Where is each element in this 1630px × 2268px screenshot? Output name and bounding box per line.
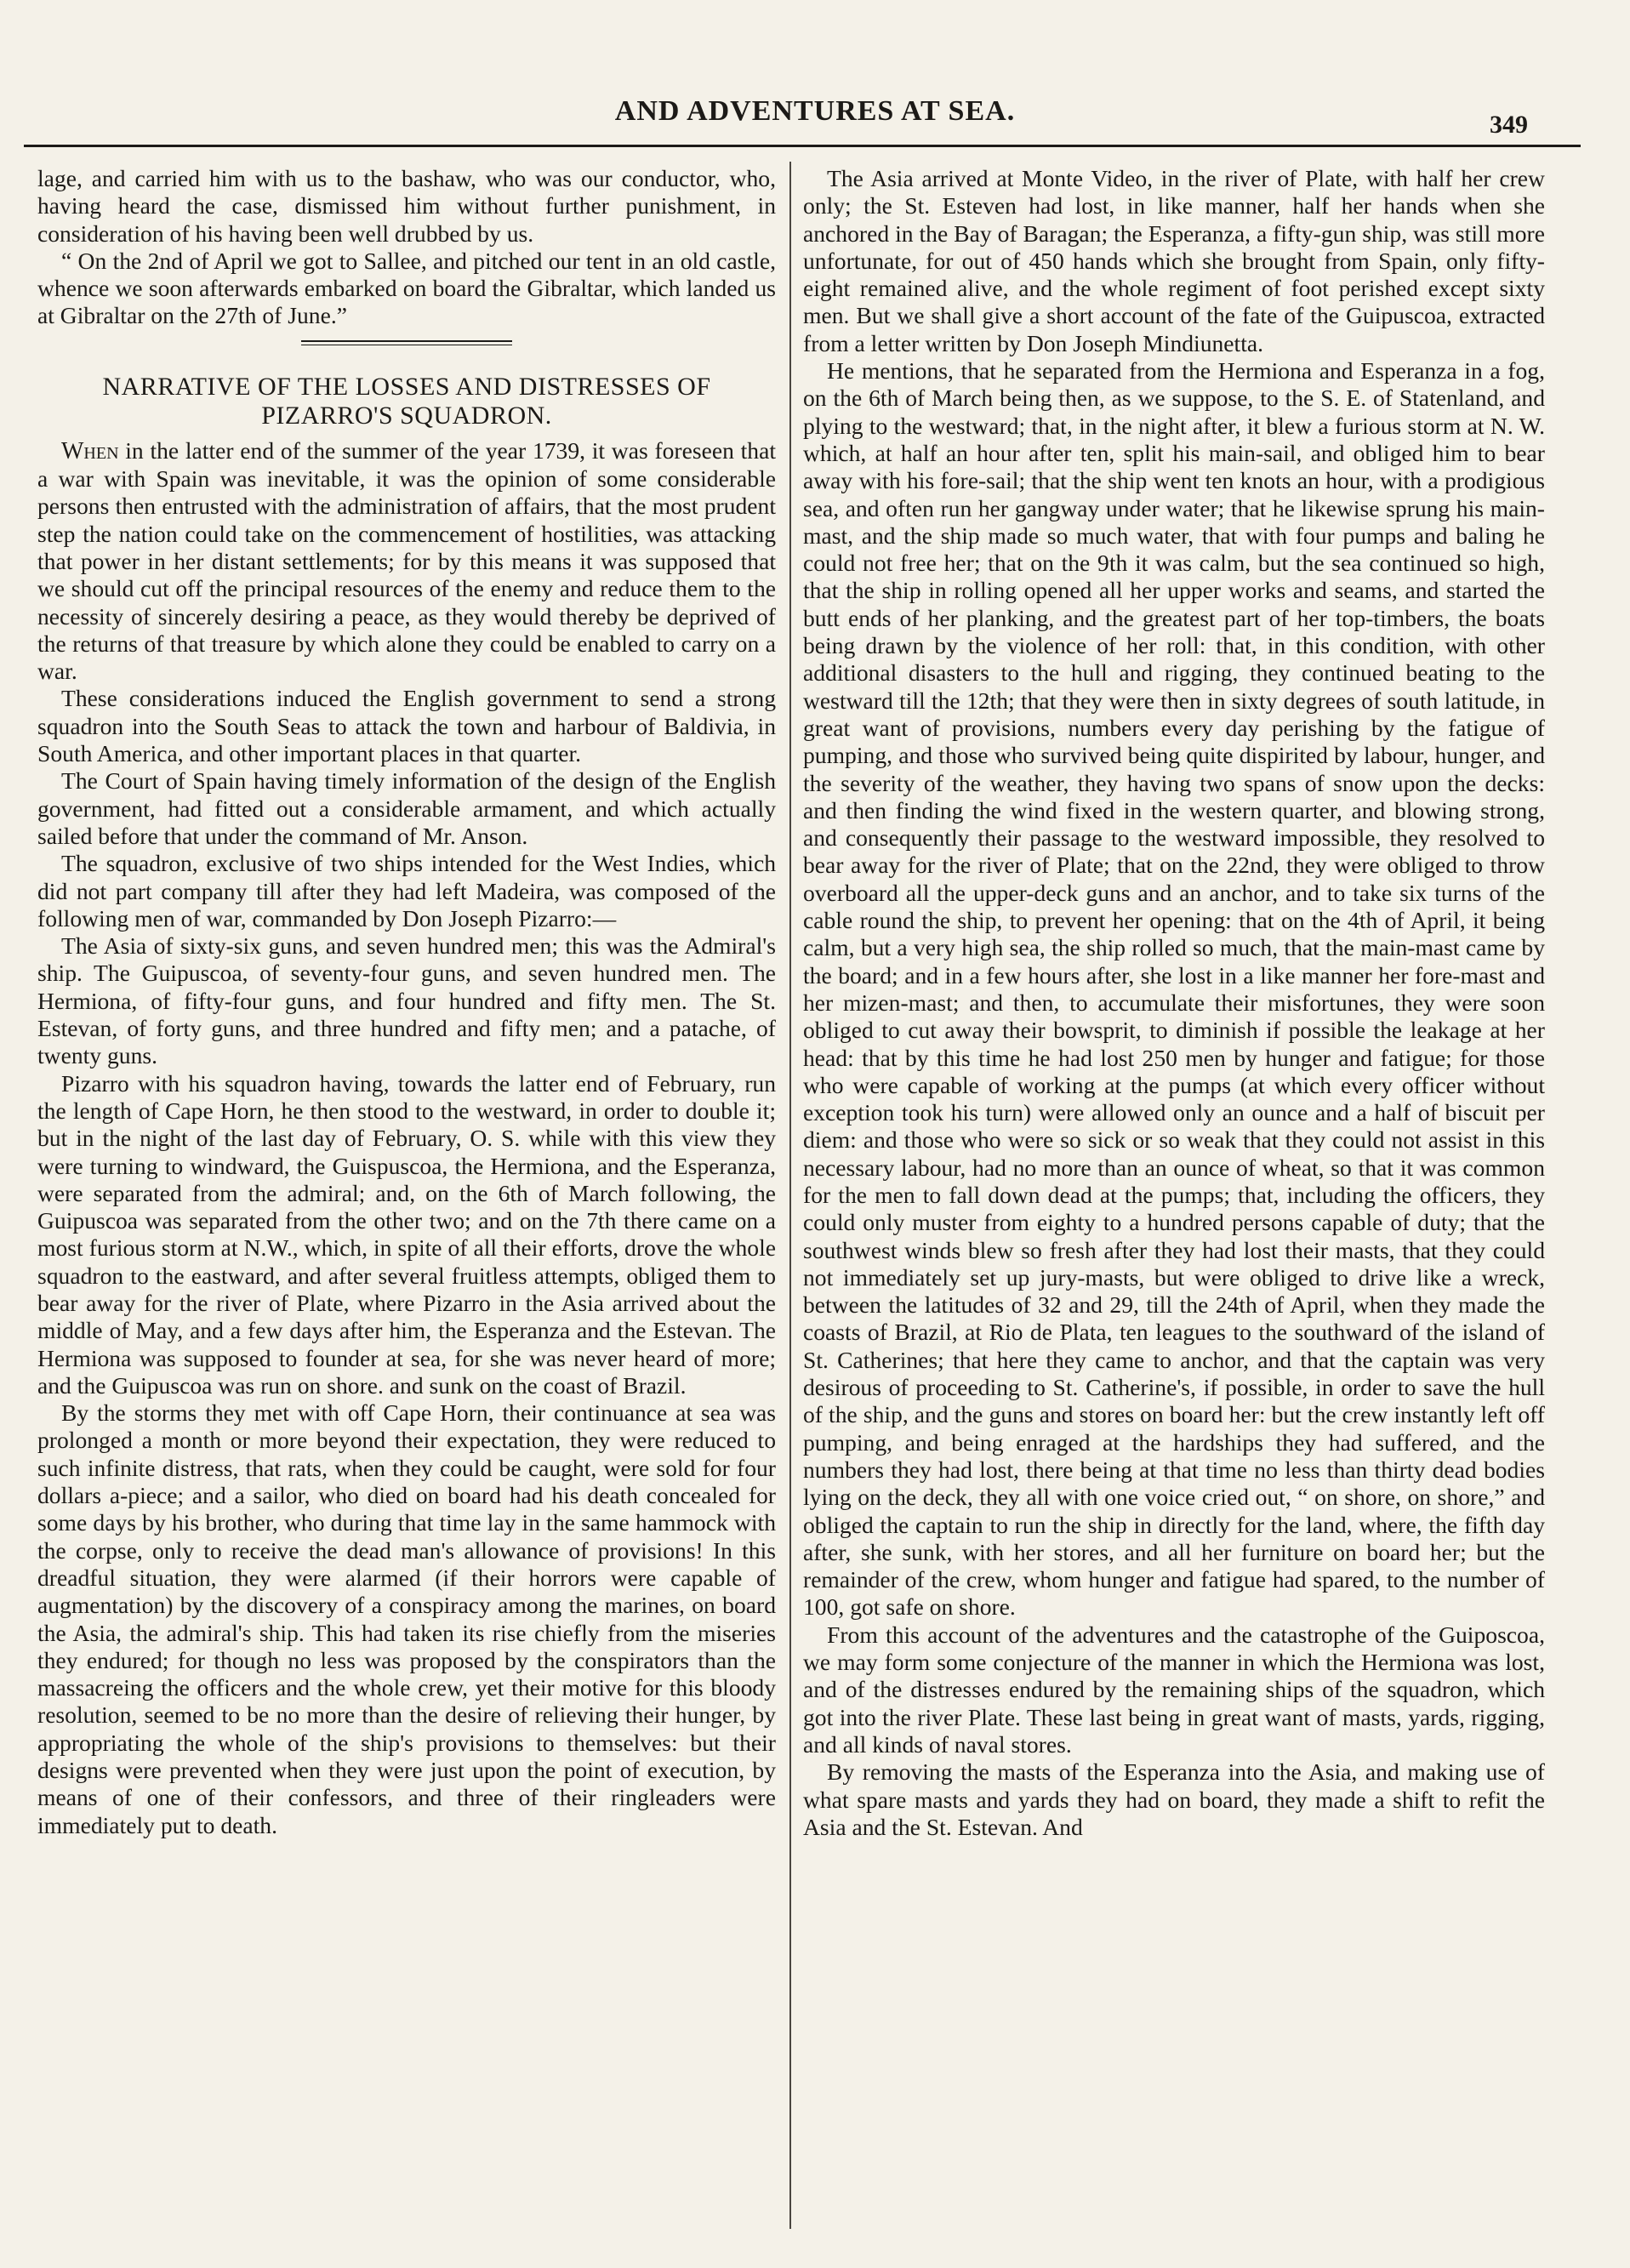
section-heading [37, 373, 776, 430]
right-paragraph-1: The Asia arrived at Monte Video, in the river of Plate, with half her crew only; the St. Esteven had lost, in like manner, half her hands when she anchored in the Bay of Baragan; the Esperanza, a fifty-gun ship, was still more unfortunate, for out of 450 hands which she brought from Spain, only fifty-eight remained alive, and the whole regiment of foot perished except sixty men. But we shall give a short account of the fate of the Guipuscoa, extracted from a letter written by Don Joseph Mindiunetta. [803, 165, 1545, 356]
left-column [37, 165, 776, 1839]
right-paragraph-2: He mentions, that he separated from the Hermiona and Esperanza in a fog, on the 6th of March being then, as we suppose, to the S. E. of Statenland, and plying to the westward; that, in the night after, it blew a furious storm at N. W. which, at half an hour after ten, split his main-sail, and obliged him to bear away with his fore-sail; that the ship went ten knots an hour, with a prodigious sea, and often run her gangway under water; that he likewise sprung his main-mast, and the ship made so much water, that with four pumps and baling he could not free her; that on the 9th it was calm, but the sea continued so high, that the ship in rolling opened all her upper works and seams, and started the butt ends of her planking, and the greatest part of her top-timbers, the boats being drawn by the violence of her roll: that, in this condition, with other additional disasters to the hull and rigging, they continued beating to the westward till the 12th; that they were then in sixty degrees of south latitude, in great want of provisions, numbers every day perishing by the fatigue of pumping, and those who survived being quite dispirited by labour, hunger, and the severity of the weather, they having two spans of snow upon the decks: and then finding the wind fixed in the western quarter, and blowing strong, and consequently their passage to the westward impossible, they resolved to bear away for the river of Plate; that on the 22nd, they were obliged to throw overboard all the upper-deck guns and an anchor, and to take six turns of the cable round the ship, to prevent her opening: that on the 4th of April, it being calm, but a very high sea, the ship rolled so much, that the main-mast came by the board; and in a few hours after, she lost in a like manner her fore-mast and her mizen-mast; and then, to accumulate their misfortunes, they were soon obliged to cut away their bowsprit, to diminish if possible the leakage at her head: that by this time he had lost 250 men by hunger and fatigue; for those who were capable of working at the pumps (at which every officer without exception took his turn) were allowed only an ounce and a half of biscuit per diem: and those who were so sick or so weak that they could not assist in this necessary labour, had no more than an ounce of wheat, so that it was common for the men to fall down dead at the pumps; that, including the officers, they could only muster from eighty to a hundred persons capable of duty; that the southwest winds blew so fresh after they had lost their masts, that they could not immediately set up jury-masts, but were obliged to drive like a wreck, between the latitudes of 32 and 29, till the 24th of April, when they made the coasts of Brazil, at Rio de Plata, ten leagues to the southward of the island of St. Catherines; that here they came to anchor, and that the captain was very desirous of proceeding to St. Catherine's, if possible, in order to save the hull of the ship, and the guns and stores on board her: but the crew instantly left off pumping, and being enraged at the hardships they had suffered, and the numbers they had lost, there being at that time no less than thirty dead bodies lying on the deck, they all with one voice cried out, “ on shore, on shore,” and obliged the captain to run the ship in directly for the land, where, the fifth day after, she sunk, with her stores, and all her furniture on board her; but the remainder of the crew, whom hunger and fatigue had spared, to the number of 100, got safe on shore. [803, 357, 1545, 1621]
section-heading-line-1: NARRATIVE OF THE LOSSES AND DISTRESSES OF [102, 372, 711, 401]
narrative-paragraph-1: These considerations induced the English government to send a strong squadron into the South Seas to attack the town and harbour of Baldivia, in South America, and other important places in that quarter. [37, 685, 776, 767]
narrative-paragraph-5: Pizarro with his squadron having, towards the latter end of February, run the length of Cape Horn, he then stood to the westward, in order to double it; but in the night of the last day of February, O. S. while with this view they were turning to windward, the Guispuscoa, the Hermiona, and the Esperanza, were separated from the admiral; and, on the 6th of March following, the Guipuscoa was separated from the other two; and on the 7th there came on a most furious storm at N.W., which, in spite of all their efforts, drove the whole squadron to the eastward, and after several fruitless attempts, obliged them to bear away for the river of Plate, where Pizarro in the Asia arrived about the middle of May, and a few days after him, the Esperanza and the Estevan. The Hermiona was supposed to founder at sea, for she was never heard of more; and the Guipuscoa was run on shore. and sunk on the coast of Brazil. [37, 1069, 776, 1399]
narrative-paragraph-6: By the storms they met with off Cape Horn, their continuance at sea was prolonged a month or more beyond their expectation, they were reduced to such infinite distress, that rats, when they could be caught, were sold for four dollars a-piece; and a sailor, who died on board had his death concealed for some days by his brother, who during that time lay in the same hammock with the corpse, only to receive the dead man's allowance of provisions! In this dreadful situation, they were alarmed (if their horrors were capable of augmentation) by the discovery of a conspiracy among the marines, on board the Asia, the admiral's ship. This had taken its rise chiefly from the miseries they endured; for though no less was proposed by the conspirators than the massacreing the officers and the whole crew, yet their motive for this bloody resolution, seemed to be no more than the desire of relieving their hunger, by appropriating the whole of the ship's provisions to themselves: but their designs were prevented when they were just upon the point of execution, by means of one of their confessors, and three of their ringleaders were immediately put to death. [37, 1399, 776, 1838]
header-rule [24, 145, 1581, 147]
section-heading-line-2: PIZARRO'S SQUADRON. [261, 401, 552, 430]
running-title: AND ADVENTURES AT SEA. [614, 95, 1016, 127]
opening-text: in the latter end of the summer of the year 1739, it was foreseen that a war with Spain was inevitable, it was the opinion of some considerable persons then entrusted with the administration of affairs, that the most prudent step the nation could take on the commencement of hostilities, was attacking that power in her distant settlements; for by this means it was supposed that we should cut off the principal resources of the enemy and reduce them to the necessity of sincerely desiring a peace, as they would thereby be deprived of the returns of that treasure by which alone they could be enabled to carry on a war. [37, 436, 776, 685]
right-paragraph-3: From this account of the adventures and the catastrophe of the Guiposcoa, we may form some conjecture of the manner in which the Hermiona was lost, and of the distresses endured by the remaining ships of the squadron, which got into the river Plate. These last being in great want of masts, yards, rigging, and all kinds of naval stores. [803, 1621, 1545, 1758]
narrative-paragraph-3: The squadron, exclusive of two ships intended for the West Indies, which did not part company till after they had left Madeira, was composed of the following men of war, commanded by Don Joseph Pizarro:— [37, 850, 776, 932]
page-number: 349 [1490, 111, 1528, 139]
narrative-paragraph-4: The Asia of sixty-six guns, and seven hundred men; this was the Admiral's ship. The Guipuscoa, of seventy-four guns, and seven hundred men. The Hermiona, of fifty-four guns, and four hundred and fifty men. The St. Estevan, of forty guns, and three hundred and fifty men; and a patache, of twenty guns. [37, 932, 776, 1069]
narrative-paragraph-2: The Court of Spain having timely information of the design of the English government, had fitted out a considerable armament, and which actually sailed before that under the command of Mr. Anson. [37, 767, 776, 849]
column-divider [789, 162, 791, 2229]
right-column [803, 165, 1545, 1841]
running-head [0, 95, 1630, 138]
left-paragraph-2: “ On the 2nd of April we got to Sallee, and pitched our tent in an old castle, whence we soon afterwards embarked on board the Gibraltar, which landed us at Gibraltar on the 27th of June.” [37, 247, 776, 329]
narrative-opening-paragraph [37, 437, 776, 686]
section-divider [301, 340, 512, 345]
opening-word: When [61, 437, 119, 464]
right-paragraph-4: By removing the masts of the Esperanza into the Asia, and making use of what spare masts and yards they had on board, they made a shift to refit the Asia and the St. Estevan. And [803, 1758, 1545, 1840]
left-paragraph-1: lage, and carried him with us to the bashaw, who was our conductor, who, having heard the case, dismissed him without further punishment, in consideration of his having been well drubbed by us. [37, 165, 776, 247]
